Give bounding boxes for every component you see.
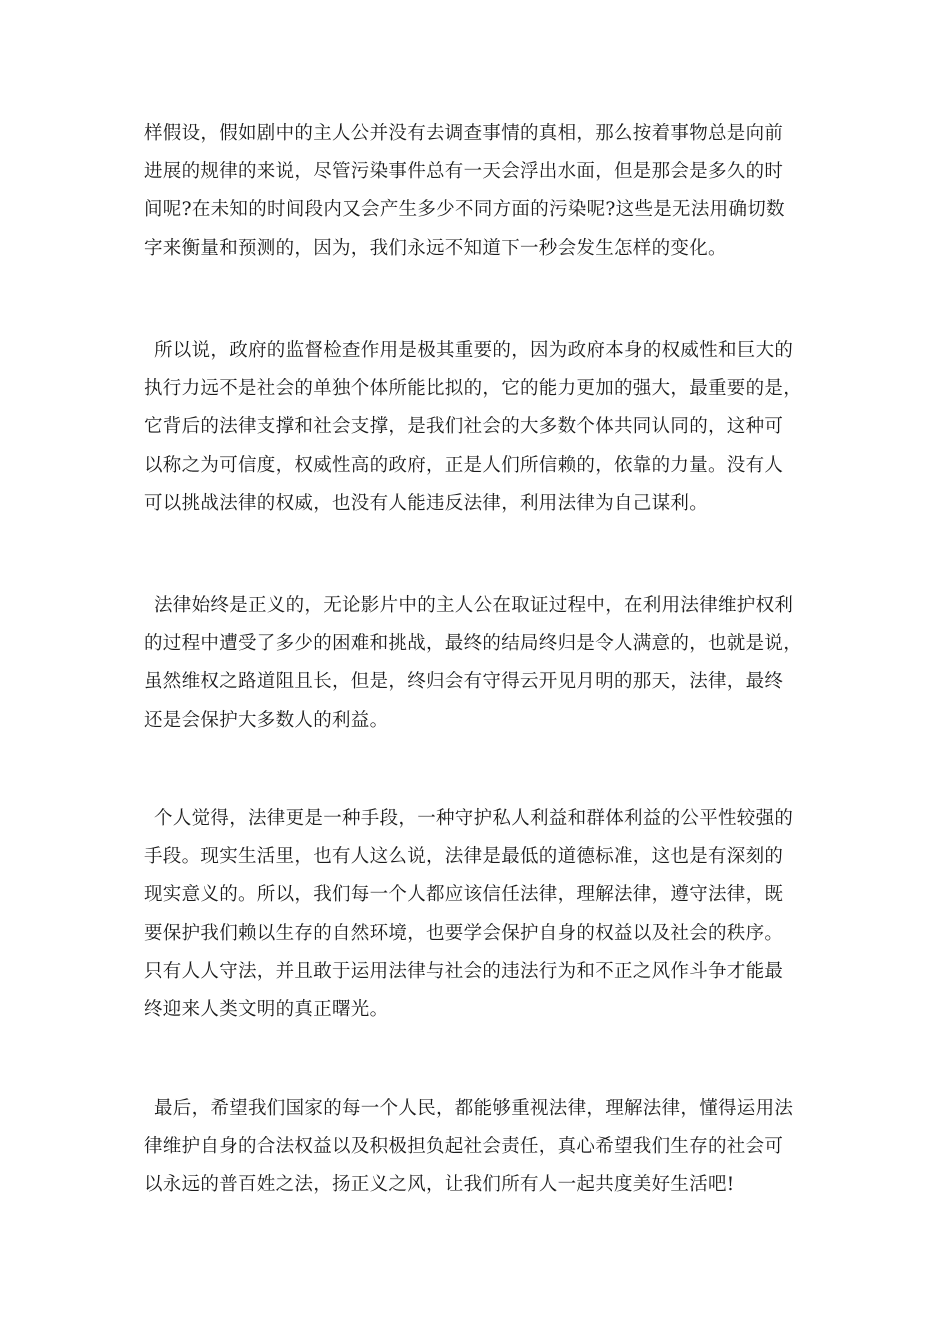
text-line: 现实意义的。所以，我们每一个人都应该信任法律，理解法律，遵守法律，既 <box>144 884 784 906</box>
text-line: 终迎来人类文明的真正曙光。 <box>144 999 389 1021</box>
paragraph-1 <box>144 115 814 268</box>
text-line: 间呢?在未知的时间段内又会产生多少不同方面的污染呢?这些是无法用确切数 <box>144 199 785 221</box>
text-line: 以永远的普百姓之法，扬正义之风，让我们所有人一起共度美好生活吧! <box>144 1174 735 1196</box>
text-line: 最后，希望我们国家的每一个人民，都能够重视法律，理解法律，懂得运用法 <box>154 1098 794 1119</box>
text-line: 进展的规律的来说，尽管污染事件总有一天会浮出水面，但是那会是多久的时 <box>144 161 784 183</box>
text-line: 以称之为可信度，权威性高的政府，正是人们所信赖的，依靠的力量。没有人 <box>144 454 784 476</box>
text-line: 要保护我们赖以生存的自然环境，也要学会保护自身的权益以及社会的秩序。 <box>144 922 784 944</box>
paragraph-4 <box>144 800 814 1029</box>
paragraph-5 <box>144 1090 814 1205</box>
text-line: 所以说，政府的监督检查作用是极其重要的，因为政府本身的权威性和巨大的 <box>154 340 794 361</box>
text-line: 虽然维权之路道阻且长，但是，终归会有守得云开见月明的那天，法律，最终 <box>144 671 784 693</box>
text-line: 律维护自身的合法权益以及积极担负起社会责任，真心希望我们生存的社会可 <box>144 1136 784 1158</box>
text-line: 只有人人守法，并且敢于运用法律与社会的违法行为和不正之风作斗争才能最 <box>144 960 784 982</box>
paragraph-3 <box>144 587 814 740</box>
text-line: 的过程中遭受了多少的困难和挑战，最终的结局终归是令人满意的，也就是说， <box>144 633 803 655</box>
text-line: 样假设，假如剧中的主人公并没有去调查事情的真相，那么按着事物总是向前 <box>144 123 784 144</box>
text-line: 可以挑战法律的权威，也没有人能违反法律，利用法律为自己谋利。 <box>144 492 709 514</box>
text-line: 法律始终是正义的，无论影片中的主人公在取证过程中，在利用法律维护权利 <box>154 595 794 616</box>
text-line: 还是会保护大多数人的利益。 <box>144 709 389 731</box>
text-line: 字来衡量和预测的，因为，我们永远不知道下一秒会发生怎样的变化。 <box>144 237 727 259</box>
text-line: 执行力远不是社会的单独个体所能比拟的，它的能力更加的强大，最重要的是， <box>144 378 803 400</box>
text-line: 手段。现实生活里，也有人这么说，法律是最低的道德标准，这也是有深刻的 <box>144 846 784 868</box>
paragraph-2 <box>144 332 814 523</box>
text-line: 它背后的法律支撑和社会支撑，是我们社会的大多数个体共同认同的，这种可 <box>144 416 784 438</box>
text-line: 个人觉得，法律更是一种手段，一种守护私人利益和群体利益的公平性较强的 <box>154 808 794 829</box>
